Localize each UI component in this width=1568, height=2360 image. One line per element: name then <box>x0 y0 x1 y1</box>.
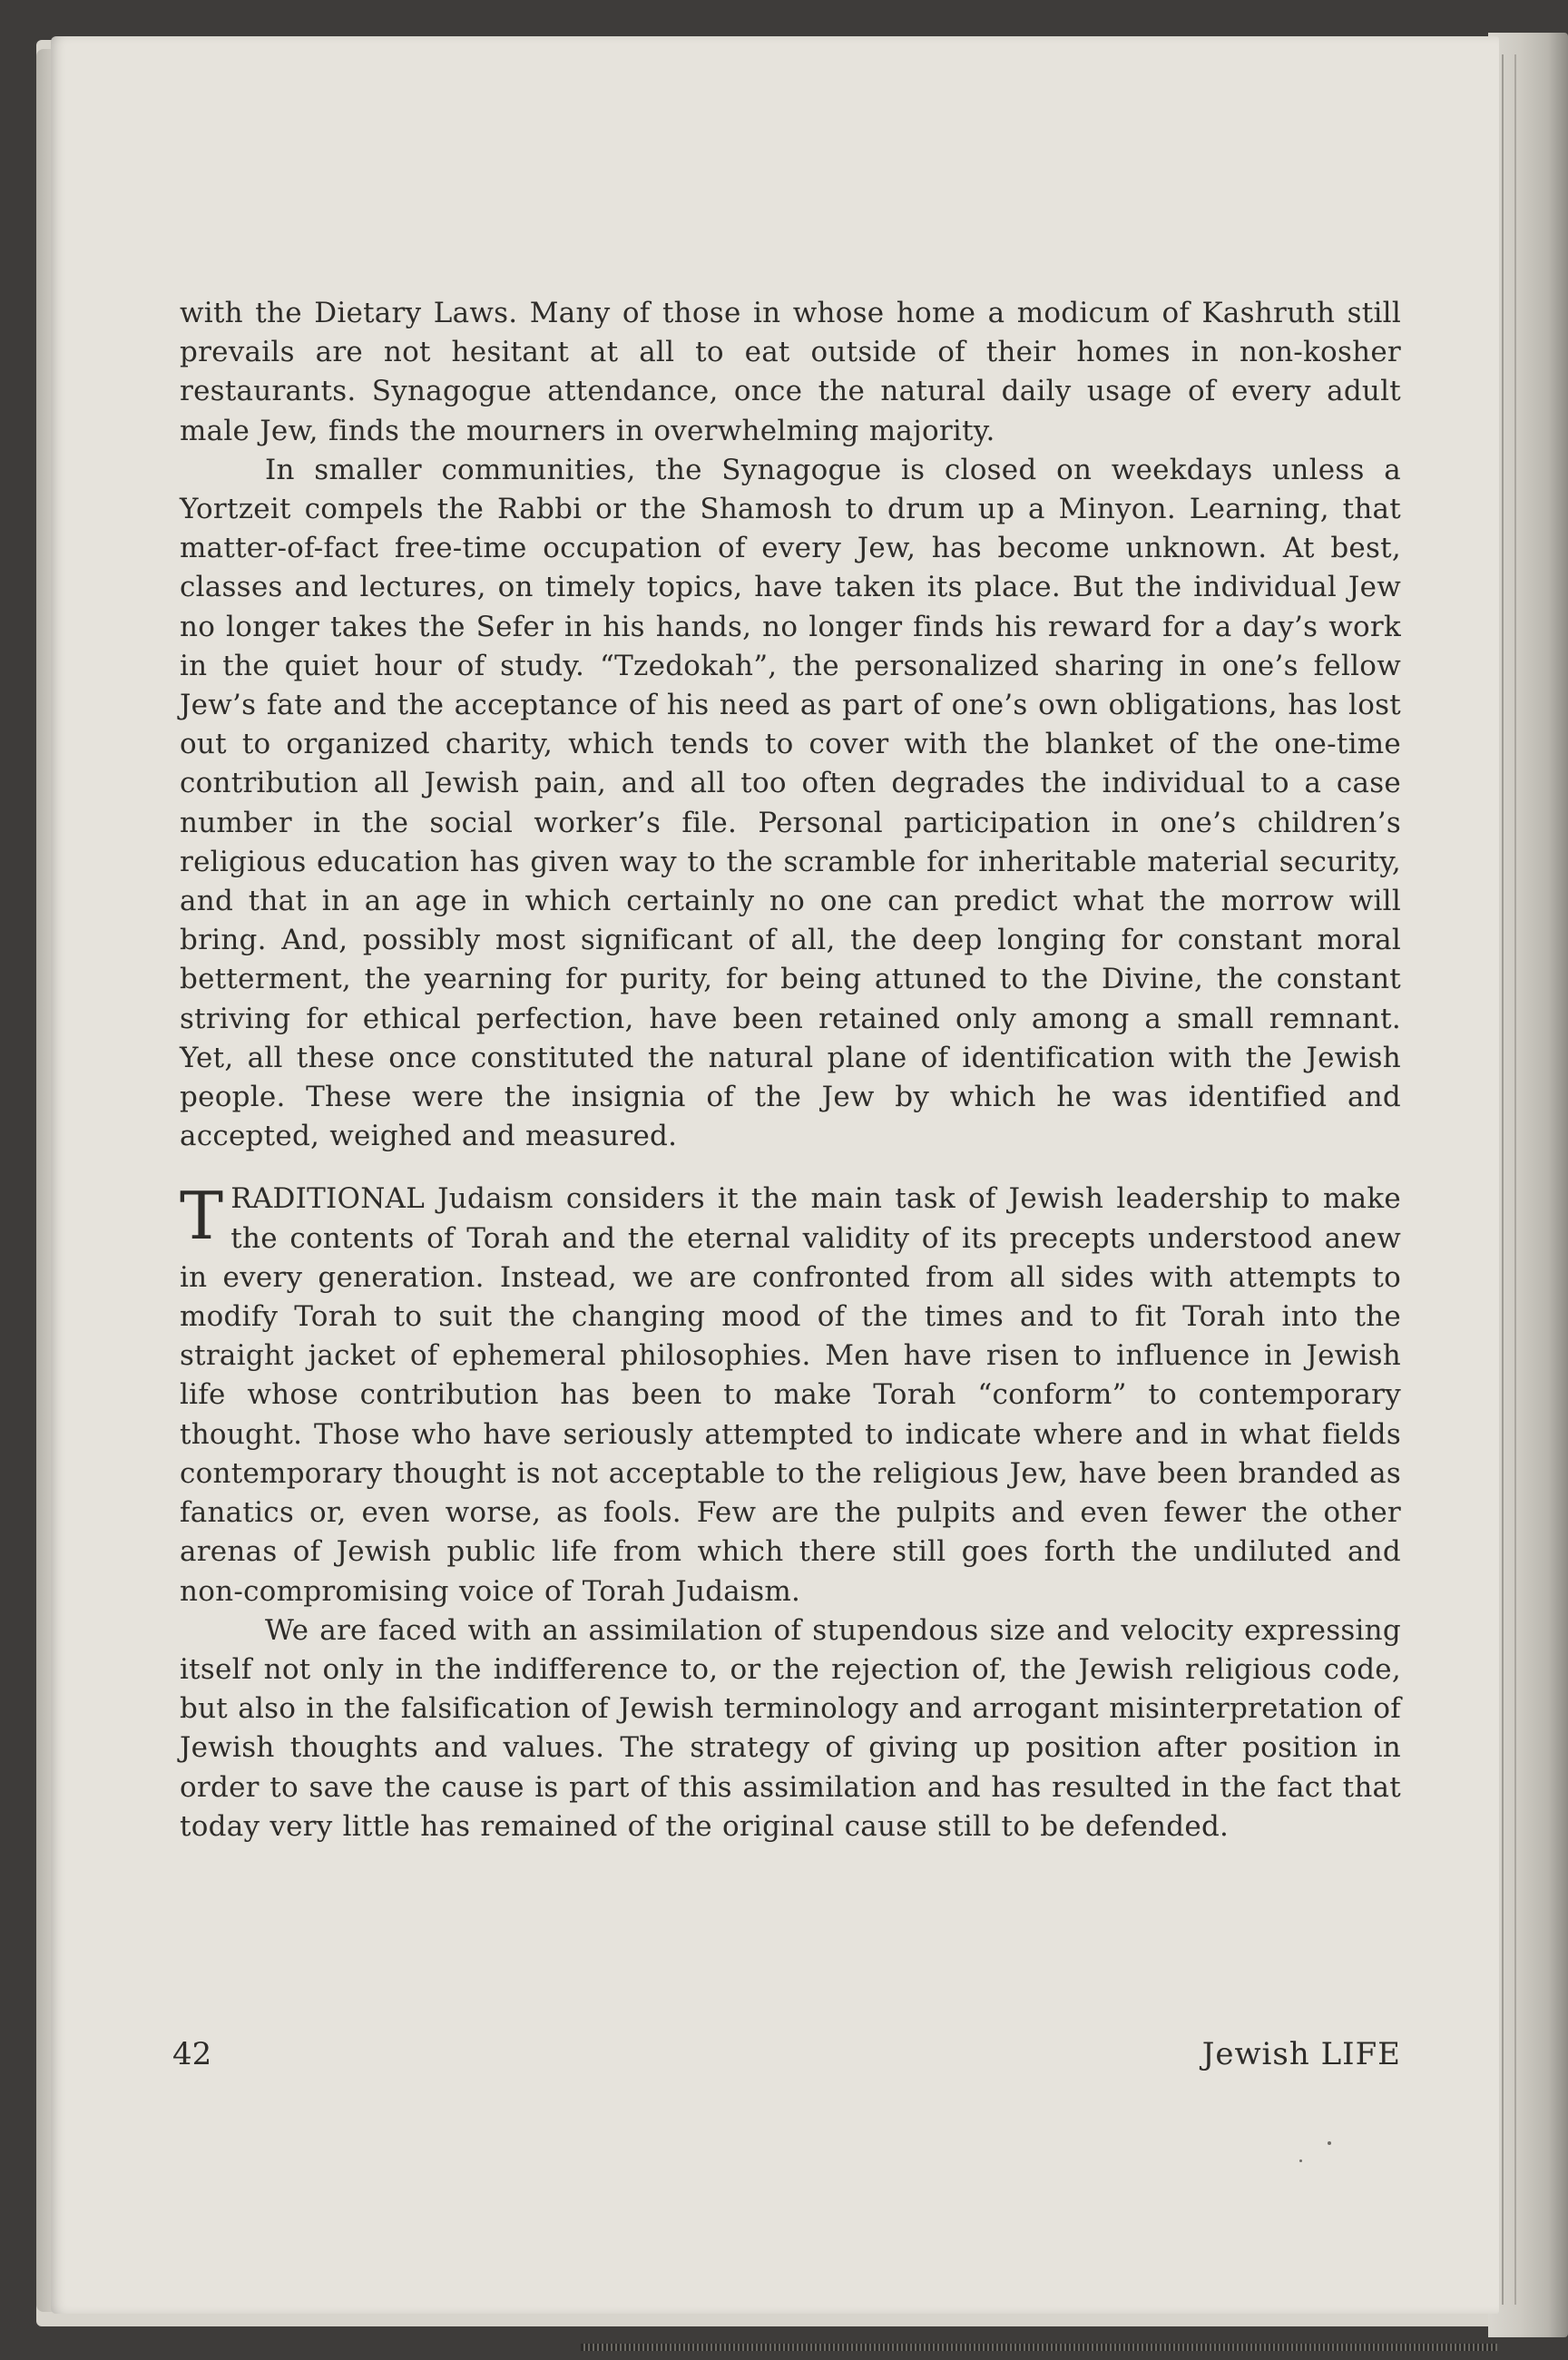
section-traditional-judaism <box>180 1180 1401 1846</box>
drop-cap: T <box>180 1178 224 1255</box>
page-edge-lines <box>1502 54 1516 2305</box>
paragraph-traditional <box>180 1180 1401 1611</box>
page-footer <box>172 2036 1401 2076</box>
running-footer-title: Jewish LIFE <box>1201 2036 1401 2072</box>
paragraph-dietary-laws: with the Dietary Laws. Many of those in whose home a modicum of Kashruth still prevails are not hesitant at all to eat outside of their homes in non-kosher restaurants. Synagogue attendance, once the natural daily usage of every adult male Jew, finds the mourners in overwhelming majority. <box>180 297 1401 447</box>
paragraph-traditional-text: RADITIONAL Judaism considers it the main task of Jewish leadership to make the contents of Torah and the eternal validity of its precepts understood anew in every generation. Instead, we are confronted from all sides with attempts to modify Torah to suit the changing mood of the times and to fit Torah into the straight jacket of ephemeral philosophies. Men have risen to influence in Jewish life whose contribution has been to make Torah “conform” to contemporary thought. Those who have seriously attempted to indicate where and in what fields contemporary thought is not acceptable to the religious Jew, have been branded as fanatics or, even worse, as fools. Few are the pulpits and even fewer the other arenas of Jewish public life from which there still goes forth the undiluted and non-compromising voice of Torah Judaism. <box>180 1182 1401 1608</box>
page-number: 42 <box>172 2036 212 2072</box>
paragraph-smaller-communities: In smaller communities, the Synagogue is closed on weekdays unless a Yortzeit compels the Rabbi or the Shamosh to drum up a Minyon. Learning, that matter-of-fact free-time occupation of every Jew, has become unknown. At best, classes and lectures, on timely topics, have taken its place. But the individual Jew no longer takes the Sefer in his hands, no longer finds his reward for a day’s work in the quiet hour of study. “Tzedokah”, the personalized sharing in one’s fellow Jew’s fate and the acceptance of his need as part of one’s own obligations, has lost out to organized charity, which tends to cover with the blanket of the one-time contribution all Jewish pain, and all too often degrades the individual to a case number in the social worker’s file. Personal participation in one’s children’s religious education has given way to the scramble for inheritable material security, and that in an age in which certainly no one can predict what the morrow will bring. And, possibly most significant of all, the deep longing for constant moral betterment, the yearning for purity, for being attuned to the Divine, the constant striving for ethical perfection, have been retained only among a small remnant. Yet, all these once constituted the natural plane of identification with the Jewish people. These were the insignia of the Jew by which he was identified and accepted, weighed and measured. <box>180 453 1401 1153</box>
article-body <box>180 294 1401 1846</box>
paragraph-assimilation: We are faced with an assimilation of stupendous size and velocity expressing itself not only in the indifference to, or the rejection of, the Jewish religious code, but also in the falsification of Jewish terminology and arrogant misinterpretation of Jewish thoughts and values. The strategy of giving up position after position in order to save the cause is part of this assimilation and has resulted in the fact that today very little has remained of the original cause still to be defended. <box>180 1613 1401 1843</box>
paper-speck <box>1299 2159 1302 2162</box>
right-page-stack <box>1488 33 1568 2337</box>
bottom-scan-strip <box>581 2344 1497 2351</box>
paper-speck <box>1328 2141 1331 2145</box>
